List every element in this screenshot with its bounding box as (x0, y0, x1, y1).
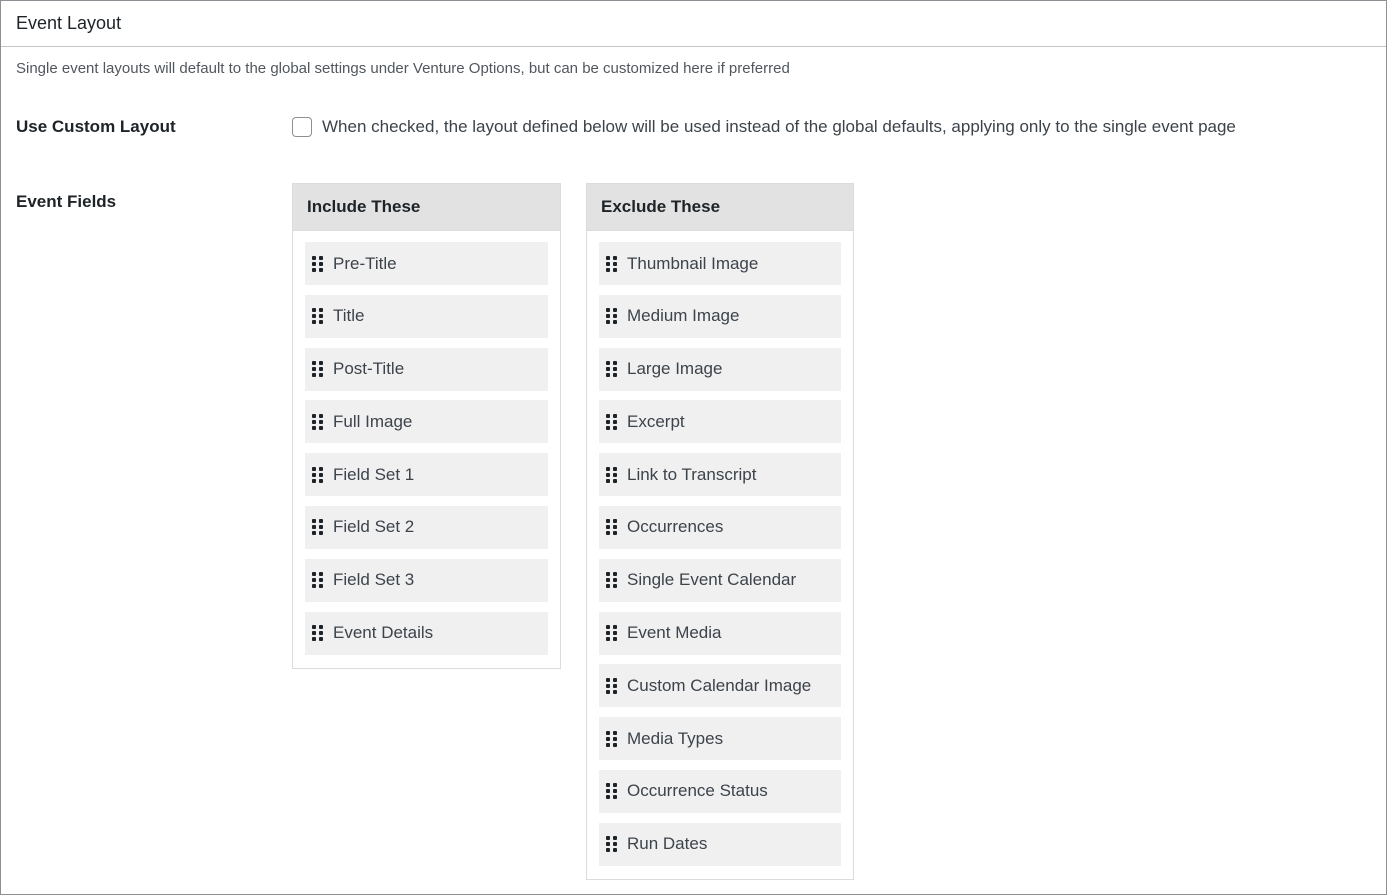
drag-handle-icon[interactable] (606, 836, 618, 852)
include-column-header: Include These (293, 184, 560, 231)
include-fields-column[interactable] (292, 183, 561, 669)
drag-handle-icon[interactable] (606, 256, 618, 272)
draggable-field-item[interactable] (599, 348, 841, 391)
field-item-label: Title (333, 306, 365, 326)
field-item-label: Thumbnail Image (627, 253, 759, 273)
field-item-label: Single Event Calendar (627, 570, 797, 590)
drag-handle-icon[interactable] (606, 678, 618, 694)
field-item-label: Field Set 3 (333, 570, 415, 590)
field-item-label: Event Details (333, 623, 434, 643)
draggable-field-item[interactable] (305, 506, 548, 549)
field-item-label: Field Set 1 (333, 464, 415, 484)
field-item-label: Custom Calendar Image (627, 675, 812, 695)
drag-handle-icon[interactable] (606, 572, 618, 588)
drag-handle-icon[interactable] (606, 361, 618, 377)
field-item-label: Occurrences (627, 517, 724, 537)
draggable-field-item[interactable] (305, 400, 548, 443)
drag-handle-icon[interactable] (312, 467, 324, 483)
field-item-label: Full Image (333, 411, 413, 431)
drag-handle-icon[interactable] (606, 783, 618, 799)
drag-handle-icon[interactable] (312, 308, 324, 324)
include-field-list[interactable] (293, 231, 560, 655)
field-item-label: Event Media (627, 623, 722, 643)
use-custom-layout-option[interactable] (292, 117, 1236, 137)
draggable-field-item[interactable] (305, 348, 548, 391)
field-item-label: Medium Image (627, 306, 740, 326)
field-item-label: Occurrence Status (627, 781, 768, 801)
drag-handle-icon[interactable] (606, 731, 618, 747)
draggable-field-item[interactable] (305, 612, 548, 655)
draggable-field-item[interactable] (599, 295, 841, 338)
field-item-label: Field Set 2 (333, 517, 415, 537)
drag-handle-icon[interactable] (312, 572, 324, 588)
field-item-label: Pre-Title (333, 253, 397, 273)
draggable-field-item[interactable] (599, 717, 841, 760)
draggable-field-item[interactable] (305, 559, 548, 602)
drag-handle-icon[interactable] (312, 256, 324, 272)
draggable-field-item[interactable] (599, 506, 841, 549)
exclude-fields-column[interactable] (586, 183, 854, 880)
draggable-field-item[interactable] (599, 453, 841, 496)
exclude-field-list[interactable] (587, 231, 853, 866)
drag-handle-icon[interactable] (312, 361, 324, 377)
draggable-field-item[interactable] (599, 559, 841, 602)
draggable-field-item[interactable] (305, 242, 548, 285)
use-custom-layout-label: Use Custom Layout (16, 117, 176, 136)
field-item-label: Run Dates (627, 834, 708, 854)
drag-handle-icon[interactable] (312, 625, 324, 641)
field-item-label: Media Types (627, 728, 724, 748)
use-custom-layout-checkbox[interactable] (292, 117, 312, 137)
draggable-field-item[interactable] (599, 770, 841, 813)
drag-handle-icon[interactable] (312, 414, 324, 430)
draggable-field-item[interactable] (599, 823, 841, 866)
event-fields-label: Event Fields (16, 192, 117, 211)
field-item-label: Excerpt (627, 411, 685, 431)
drag-handle-icon[interactable] (606, 414, 618, 430)
panel-title: Event Layout (16, 13, 122, 33)
drag-handle-icon[interactable] (312, 519, 324, 535)
field-item-label: Large Image (627, 359, 723, 379)
panel-header (1, 1, 1386, 47)
use-custom-layout-description: When checked, the layout defined below will be used instead of the global defaults, applying only to the single event page (322, 117, 1236, 136)
drag-handle-icon[interactable] (606, 625, 618, 641)
draggable-field-item[interactable] (305, 295, 548, 338)
draggable-field-item[interactable] (599, 664, 841, 707)
field-item-label: Post-Title (333, 359, 405, 379)
field-item-label: Link to Transcript (627, 464, 757, 484)
drag-handle-icon[interactable] (606, 467, 618, 483)
panel-description: Single event layouts will default to the global settings under Venture Options, but can be customized here if preferred (16, 60, 790, 77)
drag-handle-icon[interactable] (606, 308, 618, 324)
draggable-field-item[interactable] (599, 400, 841, 443)
draggable-field-item[interactable] (599, 612, 841, 655)
draggable-field-item[interactable] (599, 242, 841, 285)
draggable-field-item[interactable] (305, 453, 548, 496)
exclude-column-header: Exclude These (587, 184, 853, 231)
drag-handle-icon[interactable] (606, 519, 618, 535)
